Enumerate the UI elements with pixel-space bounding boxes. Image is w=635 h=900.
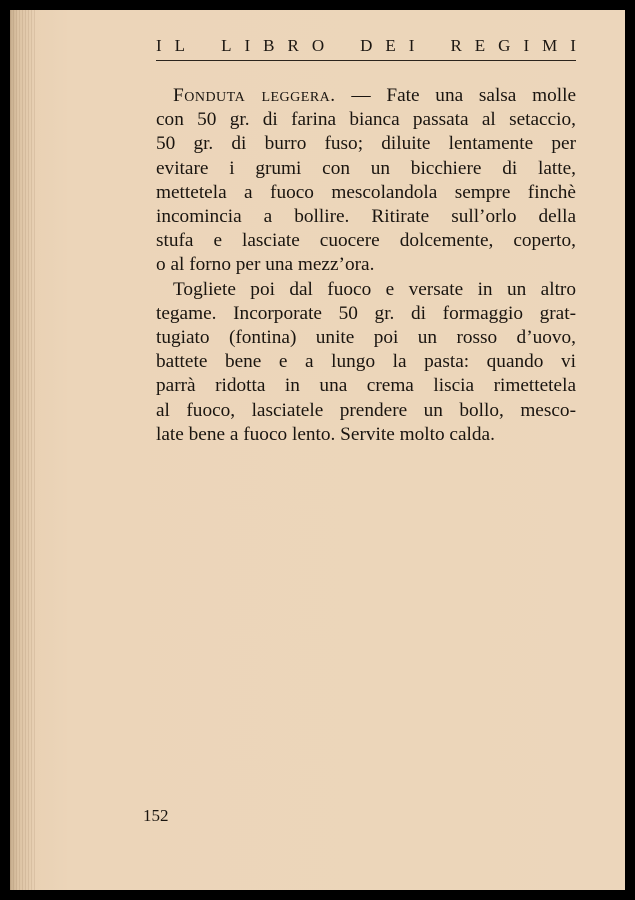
head-letter: I: [408, 36, 415, 55]
running-head: [156, 36, 576, 56]
text-line: tegame. Incorporate 50 gr. di formaggio grat-: [156, 302, 576, 324]
text-line: [156, 84, 576, 108]
text-line-content: Fate una salsa molle: [386, 85, 577, 106]
paragraph-2: [156, 278, 576, 447]
head-letter: I: [156, 36, 162, 55]
text-line: o al forno per una mezz’ora.: [156, 254, 375, 276]
page-frame: [10, 10, 625, 890]
head-letter: B: [263, 36, 275, 55]
em-dash: —: [351, 85, 371, 106]
recipe-title: Fonduta leggera.: [173, 85, 336, 106]
head-letter: I: [570, 36, 576, 55]
head-letter: E: [474, 36, 486, 55]
head-letter: L: [221, 36, 232, 55]
head-letter: R: [287, 36, 299, 55]
head-letter: I: [244, 36, 251, 55]
head-letter: D: [360, 36, 373, 55]
head-letter: M: [542, 36, 558, 55]
head-letter: E: [385, 36, 396, 55]
text-line: con 50 gr. di farina bianca passata al setaccio,: [156, 109, 576, 131]
text-line: battete bene e a lungo la pasta: quando vi: [156, 351, 576, 373]
text-line: stufa e lasciate cuocere dolcemente, coperto,: [156, 230, 576, 252]
recipe-text: [156, 84, 576, 447]
head-letter: O: [311, 36, 325, 55]
text-line: late bene a fuoco lento. Servite molto calda.: [156, 423, 495, 445]
book-page: [10, 10, 625, 890]
head-letter: G: [498, 36, 511, 55]
head-letter: L: [174, 36, 186, 55]
text-line: Togliete poi dal fuoco e versate in un altro: [173, 278, 576, 300]
page-edge-shading: [10, 10, 36, 890]
page-number: 152: [143, 806, 169, 825]
text-line: mettetela a fuoco mescolandola sempre finchè: [156, 181, 576, 203]
head-letter: I: [523, 36, 530, 55]
text-line: al fuoco, lasciatele prendere un bollo, mesco-: [156, 399, 576, 421]
text-line: parrà ridotta in una crema liscia rimettetela: [156, 375, 576, 397]
head-letter: R: [450, 36, 462, 55]
paragraph-1: [156, 84, 576, 278]
header-rule: [156, 60, 576, 61]
text-line: incomincia a bollire. Ritirate sull’orlo della: [156, 206, 576, 228]
text-line: tugiato (fontina) unite poi un rosso d’uovo,: [156, 327, 576, 349]
text-line: 50 gr. di burro fuso; diluite lentamente per: [156, 133, 576, 155]
text-line: evitare i grumi con un bicchiere di latte,: [156, 157, 576, 179]
